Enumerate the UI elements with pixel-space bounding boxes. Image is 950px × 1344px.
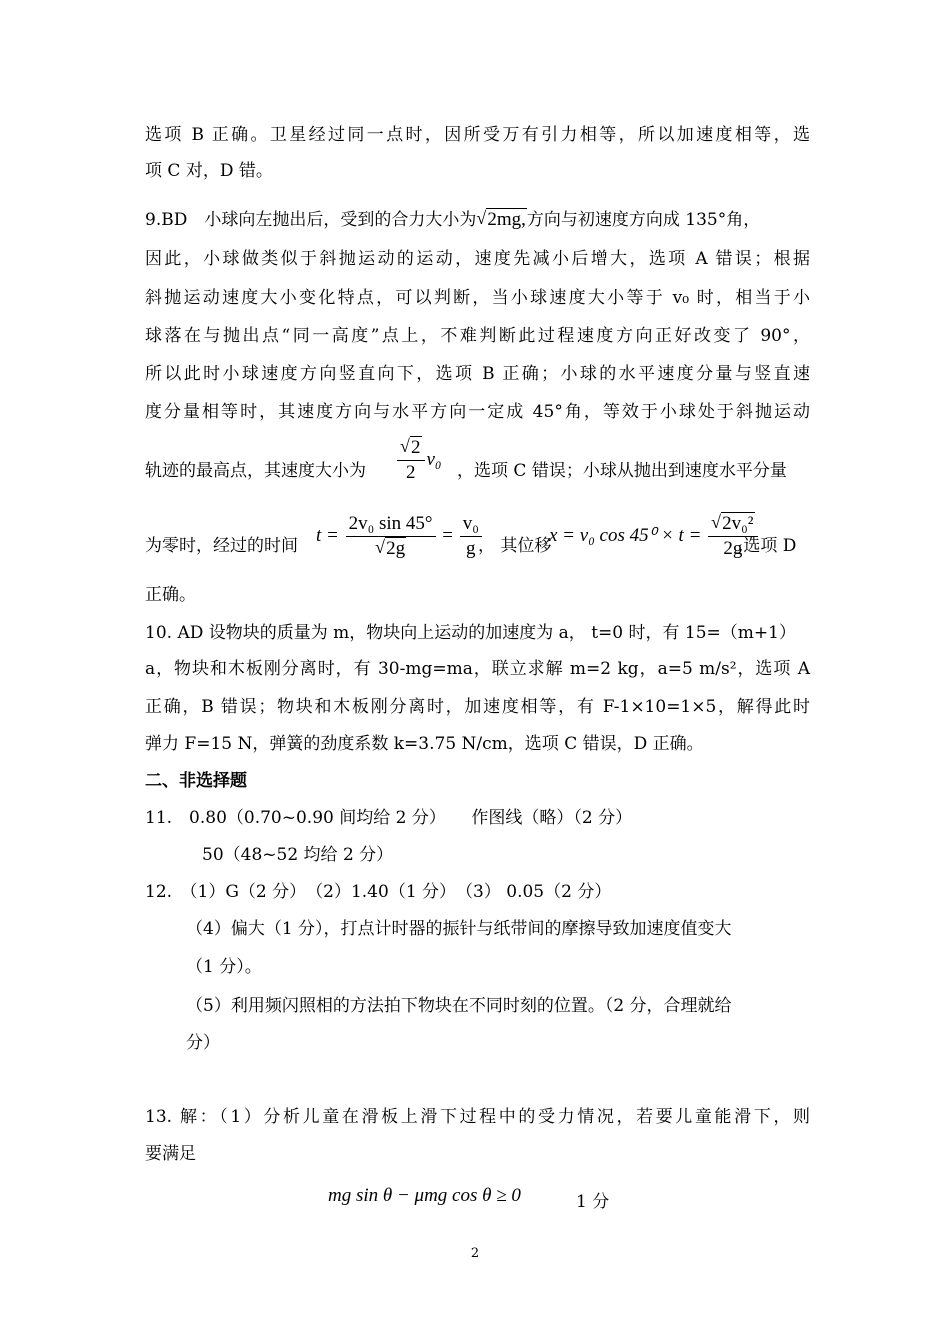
- text-line: 正确。: [145, 585, 196, 605]
- text-line: 所以此时小球速度方向竖直向下，选项 B 正确；小球的水平速度分量与竖直速: [145, 364, 810, 384]
- page-number: 2: [470, 1246, 480, 1261]
- text-line: 正确，B 错误；物块和木板刚分离时，加速度相等，有 F-1×10=1×5，解得此时: [145, 697, 810, 717]
- section-heading: 二、非选择题: [145, 771, 247, 791]
- text-line: （4）偏大（1 分），打点计时器的振针与纸带间的摩擦导致加速度值变大: [186, 919, 732, 939]
- text-line: 选项 B 正确。卫星经过同一点时，因所受万有引力相等，所以加速度相等，选: [145, 125, 810, 145]
- text-line: 要满足: [145, 1144, 196, 1164]
- force-expression: [476, 209, 527, 230]
- text-line: 弹力 F=15 N，弹簧的劲度系数 k=3.75 N/cm，选项 C 错误，D 正确。: [145, 734, 704, 754]
- text-line: 分）: [186, 1033, 220, 1053]
- time-lhs: t =: [316, 524, 339, 546]
- displacement-rest: ,选项 D: [738, 536, 797, 556]
- text-line: 球落在与抛出点“同一高度”点上，不难判断此过程速度方向正好改变了 90°，: [145, 326, 810, 346]
- text-line: （1 分）。: [186, 957, 262, 977]
- displacement-intro: ， 其位移: [478, 536, 552, 556]
- speed-variable: v₀: [426, 448, 442, 470]
- text-line-q13: 13. 解：（1）分析儿童在滑板上滑下过程中的受力情况，若要儿童能滑下，则: [145, 1107, 810, 1127]
- speed-denominator: 2: [406, 462, 416, 483]
- time-denominator-2: g: [466, 538, 476, 559]
- text-line: 50（48~52 均给 2 分）: [202, 845, 394, 865]
- text-line: 项 C 对，D 错。: [145, 161, 273, 181]
- text-line-speed: [145, 436, 810, 492]
- inequality-formula: mg sin θ − μmg cos θ ≥ 0: [328, 1185, 521, 1206]
- q9-angle: 方向与初速度方向成 135°角，: [526, 210, 761, 230]
- text-line-q11: 11. 0.80（0.70~0.90 间均给 2 分） 作图线（略）（2 分）: [145, 808, 633, 828]
- text-line-q9: [145, 208, 810, 232]
- text-line: 度分量相等时，其速度方向与水平方向一定成 45°角，等效于小球处于斜抛运动: [145, 402, 810, 422]
- time-equals: =: [442, 524, 453, 546]
- q9-intro: 9.BD 小球向左抛出后，受到的合力大小为: [145, 210, 477, 230]
- displacement-lhs: x = v₀ cos 45⁰ × t =: [549, 524, 702, 546]
- time-numerator-2: v₀: [460, 512, 482, 537]
- speed-numerator: 2: [411, 437, 421, 458]
- speed-rest: ，选项 C 错误；小球从抛出到速度水平分量: [457, 461, 787, 481]
- sqrt-force: 2mg,: [487, 209, 526, 230]
- time-numerator: 2v₀ sin 45°: [346, 512, 436, 537]
- speed-intro: 轨迹的最高点，其速度大小为: [145, 461, 366, 481]
- time-denominator: 2g: [386, 538, 406, 559]
- time-formula: [316, 512, 484, 561]
- score-note: 1 分: [576, 1192, 610, 1212]
- text-line: 斜抛运动速度大小变化特点，可以判断，当小球速度大小等于 v₀ 时，相当于小: [145, 288, 810, 308]
- text-line: a，物块和木板刚分离时，有 30-mg=ma，联立求解 m=2 kg，a=5 m/s²，选项 A: [145, 659, 810, 679]
- text-line-q10: 10. AD 设物块的质量为 m，物块向上运动的加速度为 a， t=0 时，有 15=（m+1）: [145, 623, 796, 643]
- displacement-denominator: 2g: [723, 538, 743, 559]
- time-intro: 为零时，经过的时间: [145, 536, 298, 556]
- displacement-formula: [549, 512, 760, 561]
- text-line-q12: 12. （1）G（2 分） （2）1.40（1 分） （3） 0.05（2 分）: [145, 882, 612, 902]
- displacement-numerator: 2v₀²: [722, 513, 754, 534]
- text-line-time: [145, 511, 810, 567]
- text-line: （5）利用频闪照相的方法拍下物块在不同时刻的位置。（2 分，合理就给: [186, 996, 732, 1016]
- speed-fraction: [395, 436, 442, 485]
- text-line: 因此，小球做类似于斜抛运动的运动，速度先减小后增大，选项 A 错误；根据: [145, 249, 810, 269]
